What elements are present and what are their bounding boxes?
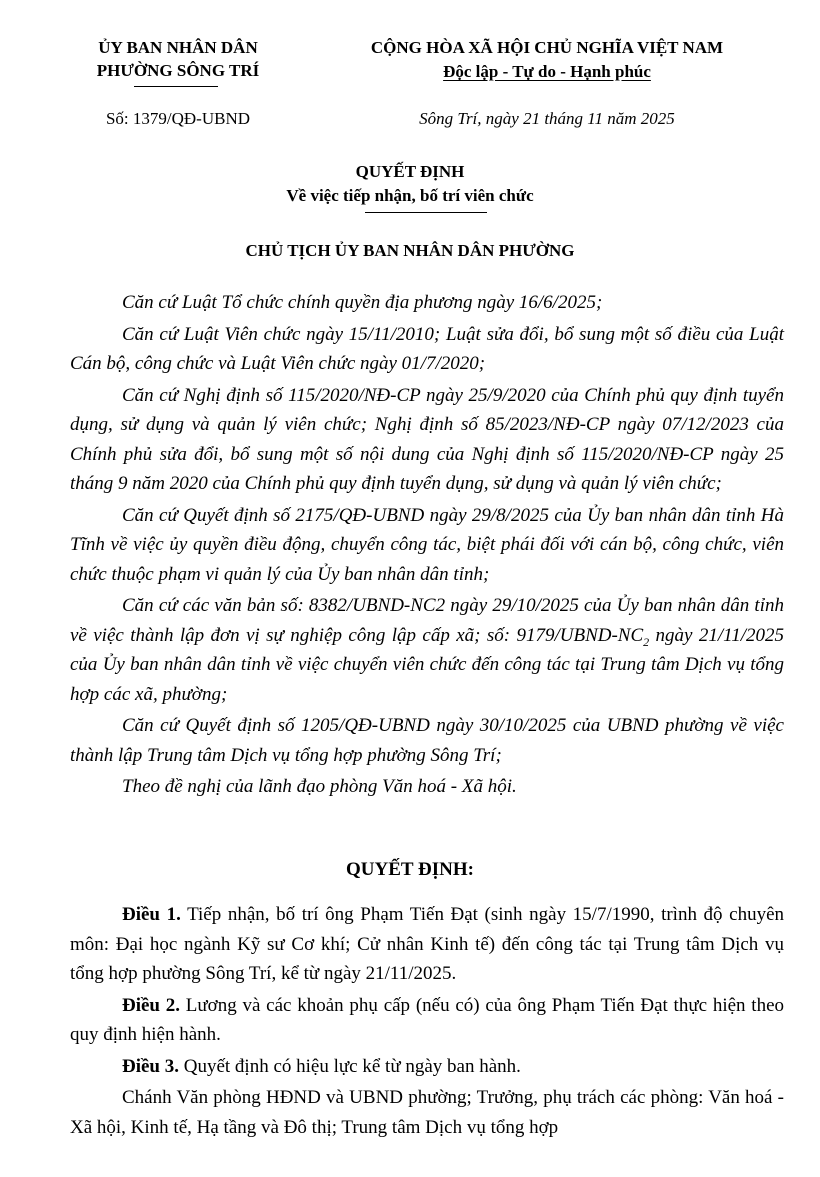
national-motto: Độc lập - Tự do - Hạnh phúc <box>443 62 651 81</box>
legal-basis-5 <box>70 591 784 709</box>
decision-heading: QUYẾT ĐỊNH: <box>346 859 474 880</box>
article-2-label: Điều 2. <box>122 994 181 1016</box>
proposal-basis: Theo đề nghị của lãnh đạo phòng Văn hoá - Xã hội. <box>122 776 517 797</box>
article-2-text: Lương và các khoản phụ cấp (nếu có) của ông Phạm Tiến Đạt thực hiện theo quy định hiện hành. <box>70 994 784 1045</box>
articles <box>70 900 784 1144</box>
document-type-heading: QUYẾT ĐỊNH <box>355 162 465 181</box>
legal-basis-2: Căn cứ Luật Viên chức ngày 15/11/2010; Luật sửa đổi, bổ sung một số điều của Luật Cán bộ, công chức và Luật Viên chức ngày 01/7/2020; <box>70 323 784 374</box>
org-line-1: ỦY BAN NHÂN DÂN <box>98 38 258 57</box>
article-1-text: Tiếp nhận, bố trí ông Phạm Tiến Đạt (sinh ngày 15/7/1990, trình độ chuyên môn: Đại học ngành Kỹ sư Cơ khí; Cử nhân Kinh tế) đến công tác tại Trung tâm Dịch vụ tổng hợp phường Sông Trí, kể từ ngày 21/11/2025. <box>70 904 784 984</box>
org-underline <box>134 86 218 87</box>
legal-bases <box>70 288 784 804</box>
closing-paragraph: Chánh Văn phòng HĐND và UBND phường; Trưởng, phụ trách các phòng: Văn hoá - Xã hội, Kinh tế, Hạ tầng và Đô thị; Trung tâm Dịch vụ tổng hợp <box>70 1087 784 1138</box>
org-line-2: PHƯỜNG SÔNG TRÍ <box>96 61 260 80</box>
legal-basis-5-subscript: 2 <box>643 634 650 649</box>
document-subject: Về việc tiếp nhận, bố trí viên chức <box>286 186 534 205</box>
article-3-label: Điều 3. <box>122 1055 179 1077</box>
issuing-organization <box>58 36 298 82</box>
legal-basis-5-part-2: ngày 21/11/2025 của Ủy ban nhân dân tỉnh về việc chuyển viên chức đến công tác tại Trung tâm Dịch vụ tổng hợp các xã, phường; <box>70 624 784 705</box>
legal-basis-4: Căn cứ Quyết định số 2175/QĐ-UBND ngày 29/8/2025 của Ủy ban nhân dân tỉnh Hà Tĩnh về việc ủy quyền điều động, chuyển công tác, biệt phái đối với cán bộ, công chức, viên chức thuộc phạm vi quản lý của Ủy ban nhân dân tỉnh; <box>70 504 784 585</box>
article-1-label: Điều 1. <box>122 904 181 925</box>
article-3 <box>70 1052 784 1082</box>
subject-underline <box>365 212 487 213</box>
issuing-authority: CHỦ TỊCH ỦY BAN NHÂN DÂN PHƯỜNG <box>245 241 575 260</box>
place-and-date: Sông Trí, ngày 21 tháng 11 năm 2025 <box>419 109 675 128</box>
legal-basis-3: Căn cứ Nghị định số 115/2020/NĐ-CP ngày 25/9/2020 của Chính phủ quy định tuyển dụng, sử dụng và quản lý viên chức; Nghị định số 85/2023/NĐ-CP ngày 07/12/2023 của Chính phủ sửa đổi, bổ sung một số nội dung của Nghị định số 115/2020/NĐ-CP ngày 25 tháng 9 năm 2020 của Chính phủ quy định tuyển dụng, sử dụng và quản lý viên chức; <box>70 384 784 494</box>
legal-basis-5-part-1: Căn cứ các văn bản số: 8382/UBND-NC2 ngày 29/10/2025 của Ủy ban nhân dân tỉnh về việc thành lập đơn vị sự nghiệp công lập cấp xã; số: 9179/UBND-NC <box>70 595 784 646</box>
article-1 <box>70 900 784 989</box>
article-2 <box>70 991 784 1050</box>
article-3-text: Quyết định có hiệu lực kể từ ngày ban hành. <box>179 1055 521 1077</box>
legal-basis-1: Căn cứ Luật Tổ chức chính quyền địa phương ngày 16/6/2025; <box>122 292 603 313</box>
national-header <box>322 36 772 84</box>
country-name: CỘNG HÒA XÃ HỘI CHỦ NGHĨA VIỆT NAM <box>370 38 724 57</box>
legal-basis-6: Căn cứ Quyết định số 1205/QĐ-UBND ngày 30/10/2025 của UBND phường về việc thành lập Trung tâm Dịch vụ tổng hợp phường Sông Trí; <box>70 715 784 766</box>
document-number: Số: 1379/QĐ-UBND <box>105 109 251 128</box>
